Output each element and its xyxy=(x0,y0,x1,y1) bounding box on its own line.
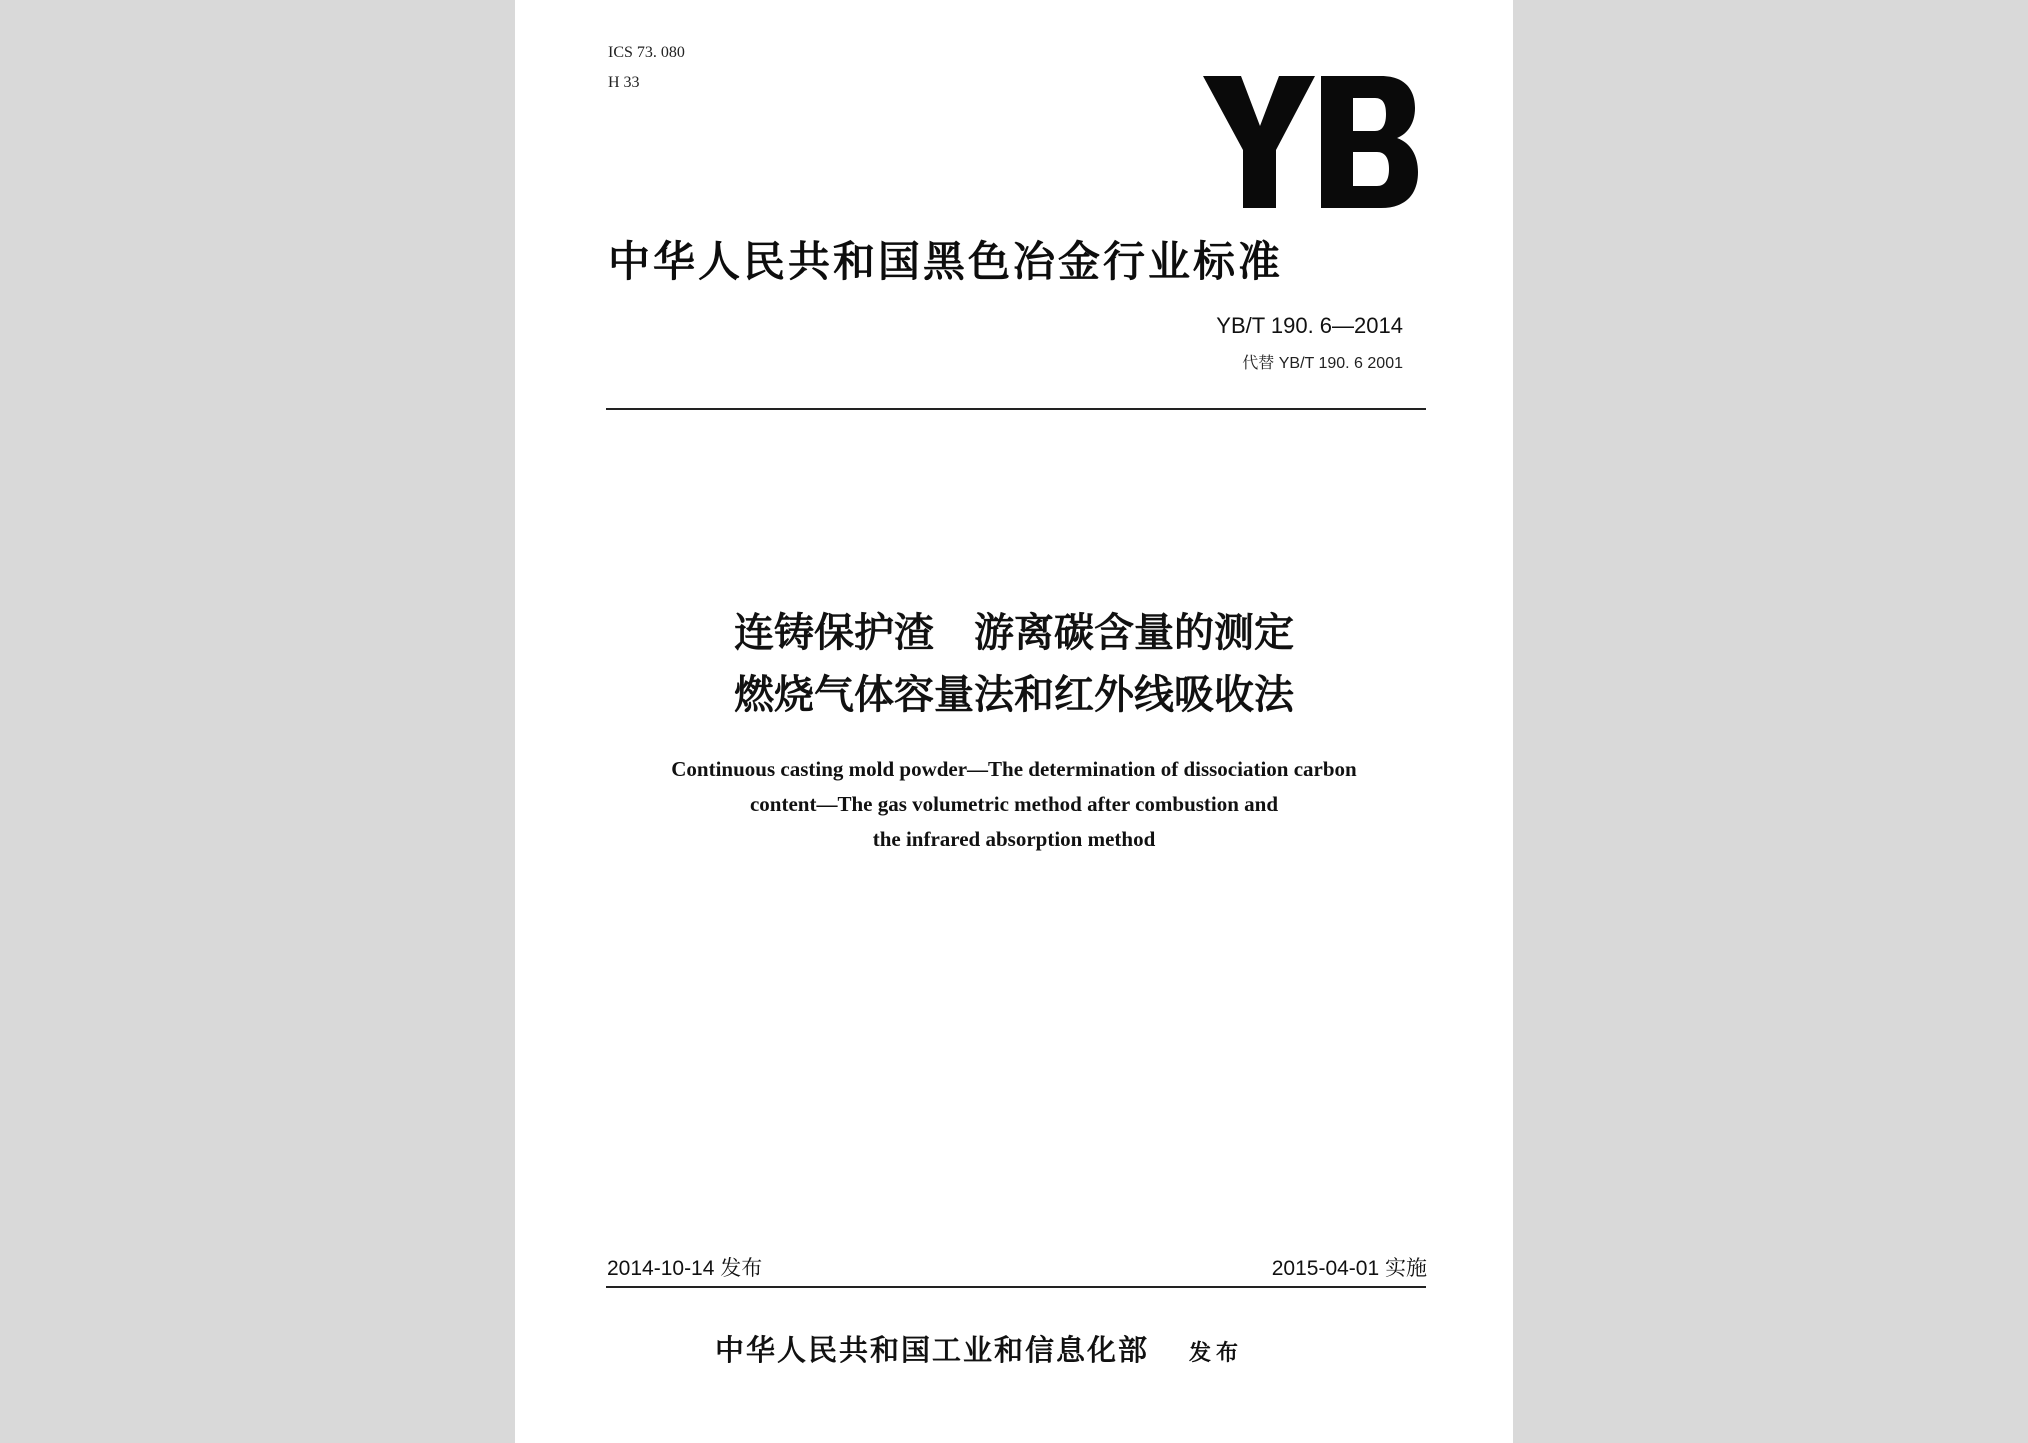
yb-logo xyxy=(1203,76,1418,208)
english-title-line-3: the infrared absorption method xyxy=(872,827,1156,851)
footer-divider xyxy=(606,1286,1426,1288)
document-page xyxy=(515,0,1513,1443)
classification-codes xyxy=(608,38,685,98)
publisher-organization: 中华人民共和国工业和信息化部 xyxy=(715,1333,1150,1367)
english-title-line-1: Continuous casting mold powder—The determination of dissociation carbon xyxy=(671,757,1357,781)
chinese-title-line-2: 燃烧气体容量法和红外线吸收法 xyxy=(734,672,1294,718)
chinese-title-line-1: 连铸保护渣 游离碳含量的测定 xyxy=(734,610,1294,656)
implementation-date: 2015-04-01 实施 xyxy=(1271,1257,1427,1280)
header-divider xyxy=(606,408,1426,410)
standard-category-title: 中华人民共和国黑色冶金行业标准 xyxy=(608,237,1284,286)
publish-label: 发布 xyxy=(1189,1340,1244,1366)
english-title xyxy=(515,752,1513,857)
publisher-line xyxy=(715,1328,1243,1369)
yb-logo-graphic xyxy=(1203,76,1418,208)
ccs-code: H 33 xyxy=(608,74,640,91)
standard-number: YB/T 190. 6—2014 xyxy=(1216,313,1403,338)
replaces-standard: 代替 YB/T 190. 6 2001 xyxy=(1242,355,1403,372)
chinese-title xyxy=(515,602,1513,726)
english-title-line-2: content—The gas volumetric method after combustion and xyxy=(749,792,1279,816)
ics-code: ICS 73. 080 xyxy=(608,44,685,61)
issue-date: 2014-10-14 发布 xyxy=(607,1257,763,1280)
